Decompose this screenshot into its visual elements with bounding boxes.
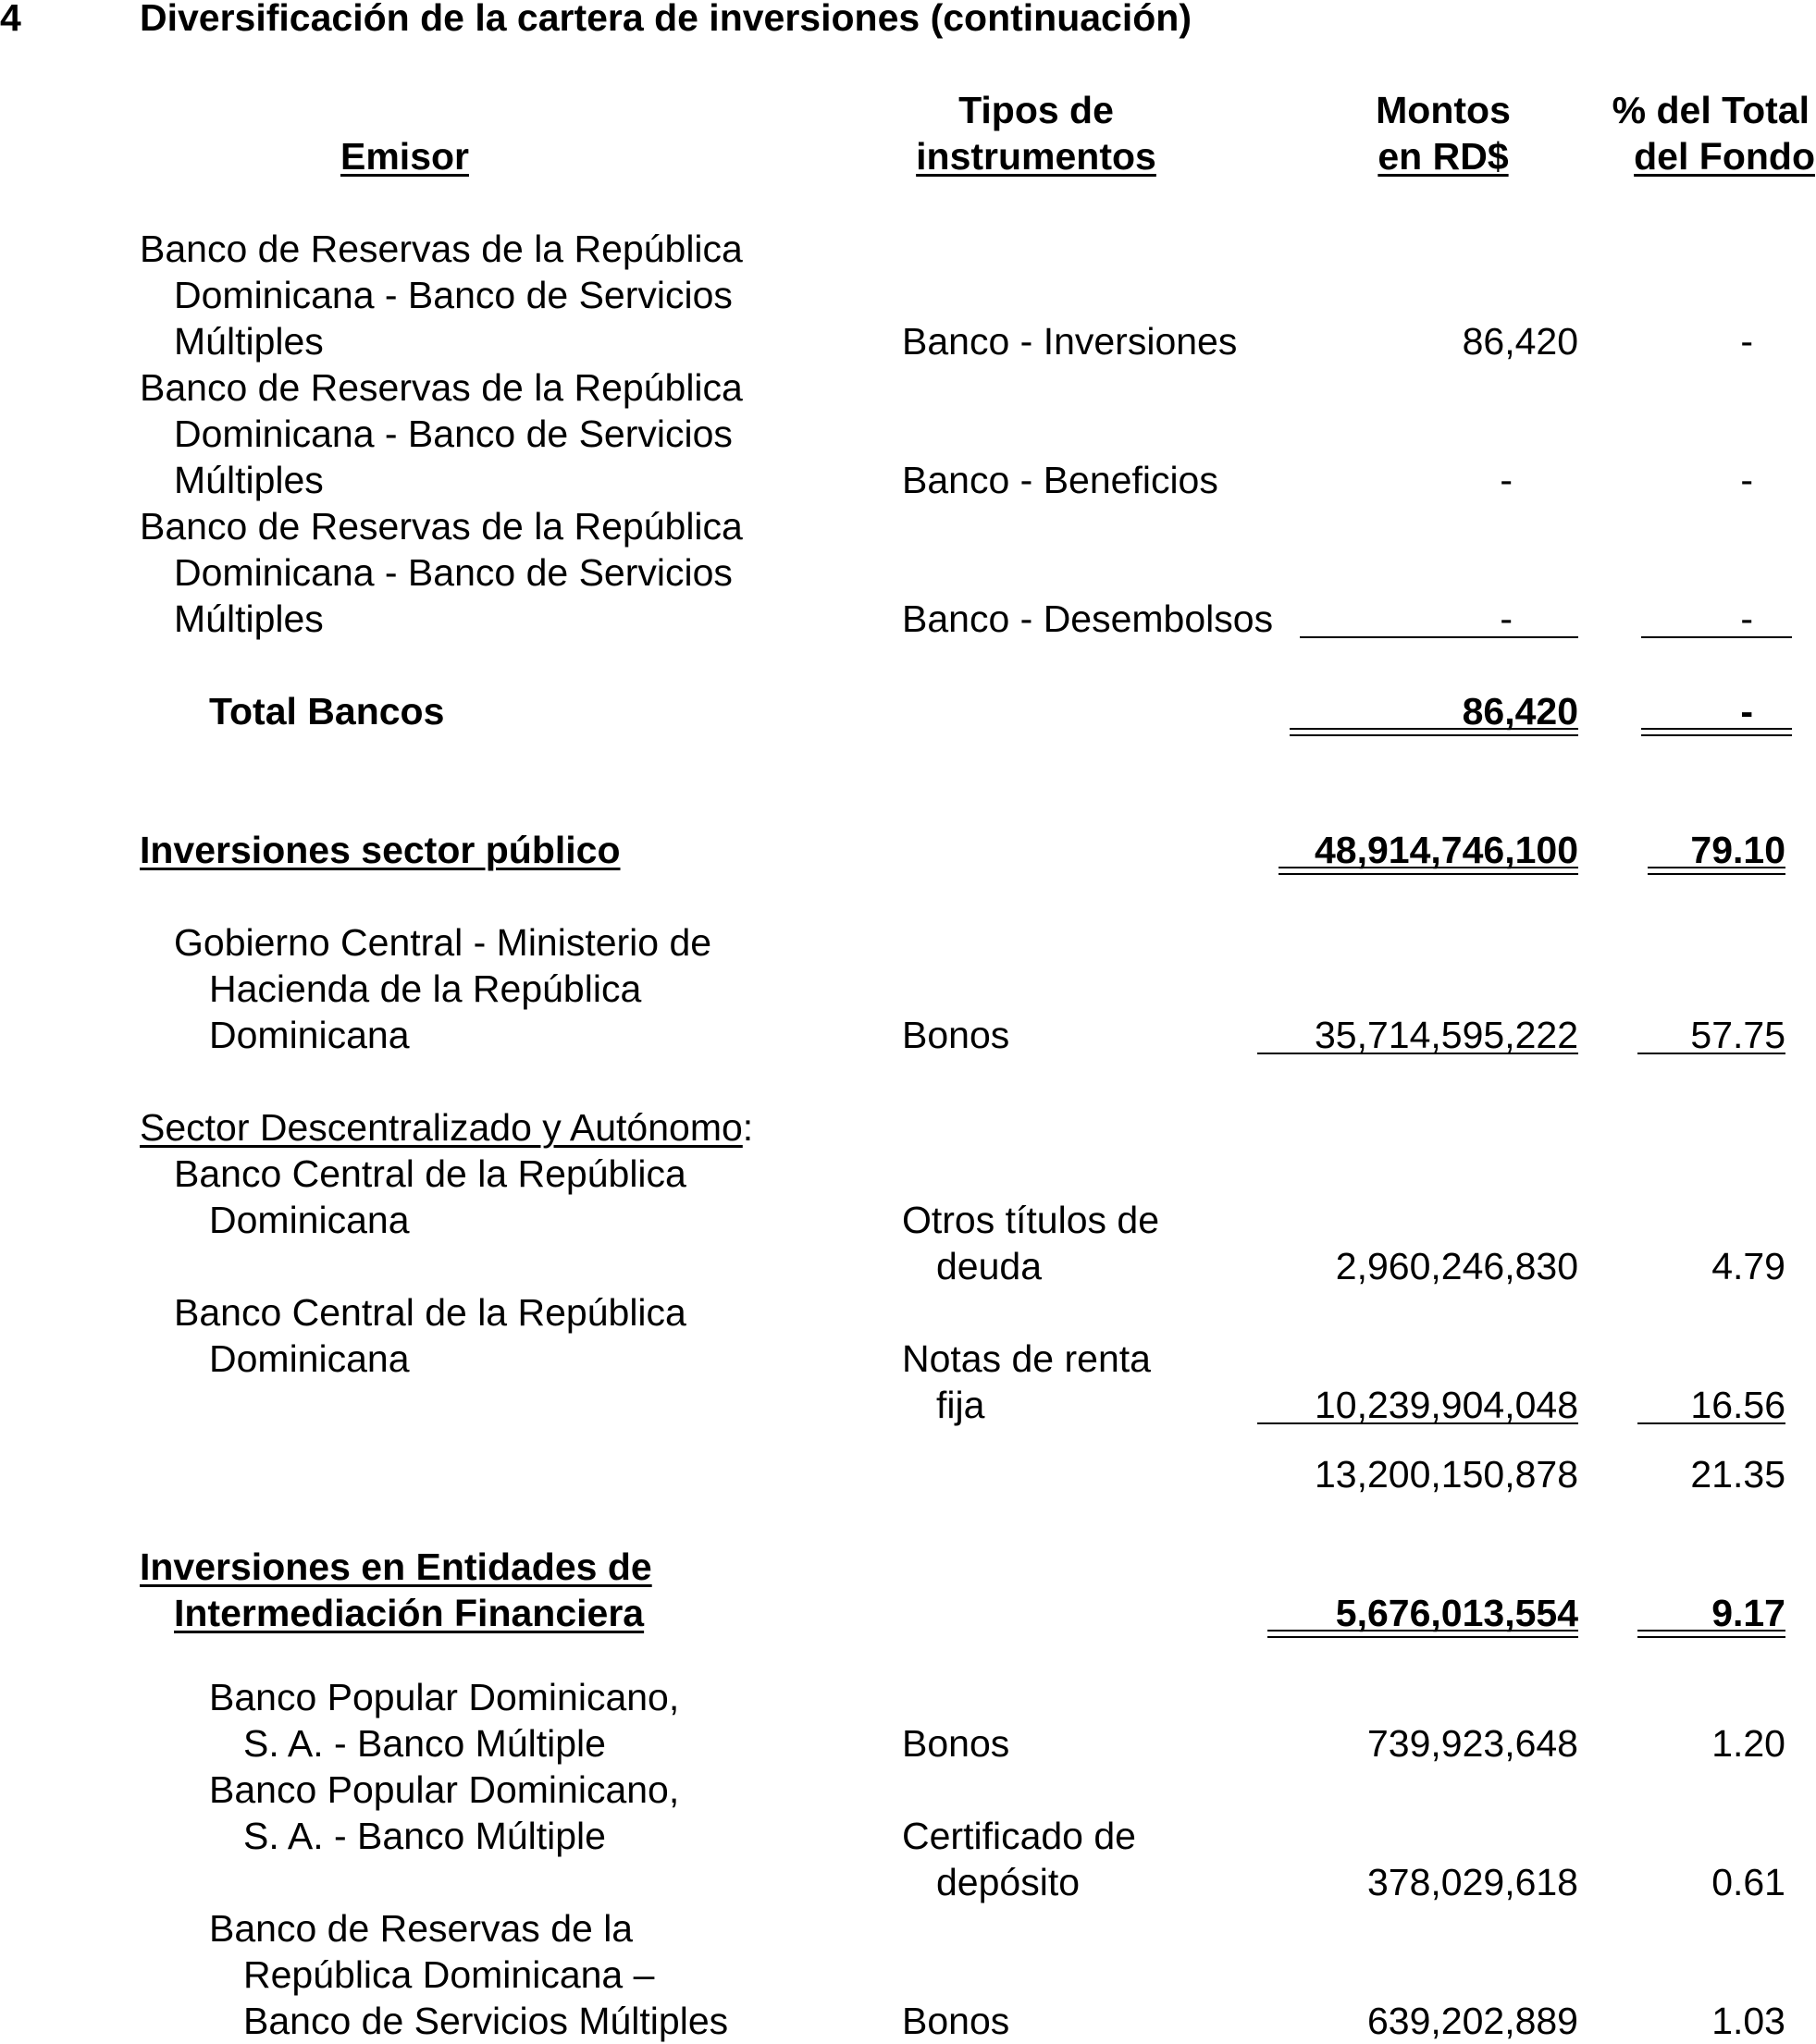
percent-value: 16.56 (1690, 1384, 1785, 1426)
column-header-montos-line1: Montos (1376, 89, 1511, 131)
total-percent-double-underline (1641, 728, 1792, 736)
amount-underline (1257, 1053, 1578, 1054)
column-header-tipos-line1: Tipos de (958, 89, 1114, 131)
emisor-line: Dominicana - Banco de Servicios (174, 274, 733, 316)
instrument-type: Banco - Beneficios (902, 459, 1218, 501)
percent-value: - (1740, 459, 1753, 501)
amount-value: 10,239,904,048 (1315, 1384, 1578, 1426)
instrument-type: Banco - Desembolsos (902, 597, 1274, 640)
total-amount: 86,420 (1462, 690, 1578, 733)
emisor-line: Múltiples (174, 459, 324, 501)
subsection-label (140, 1104, 753, 1151)
section-label-line2: Intermediación Financiera (174, 1592, 645, 1634)
emisor-line: Dominicana - Banco de Servicios (174, 551, 733, 594)
emisor-line: Banco Central de la República (174, 1152, 686, 1195)
section-label-line1: Inversiones en Entidades de (140, 1545, 652, 1588)
amount-value: 35,714,595,222 (1315, 1014, 1578, 1056)
emisor-line: Banco Popular Dominicano, (209, 1676, 680, 1718)
emisor-line: Dominicana - Banco de Servicios (174, 412, 733, 455)
section-percent-double-underline (1637, 1630, 1785, 1638)
emisor-line: Banco de Servicios Múltiples (243, 2000, 729, 2042)
subtotal-amount: 13,200,150,878 (1315, 1453, 1578, 1496)
section-amount-double-underline (1267, 1630, 1578, 1638)
column-header-tipos-line2: instrumentos (916, 135, 1156, 178)
amount-value: - (1500, 597, 1513, 640)
subsection-title: Sector Descentralizado y Autónomo (140, 1106, 743, 1149)
emisor-line: Banco Popular Dominicano, (209, 1768, 680, 1811)
emisor-line: Banco de Reservas de la República (140, 366, 743, 409)
emisor-line: Dominicana (209, 1014, 410, 1056)
percent-value: 1.03 (1711, 2000, 1785, 2042)
emisor-line: Banco de Reservas de la República (140, 228, 743, 270)
note-number: 4 (0, 0, 21, 39)
percent-underline (1637, 1422, 1785, 1424)
column-header-montos-line2: en RD$ (1377, 135, 1509, 178)
instrument-type: Notas de renta (902, 1337, 1151, 1380)
emisor-line: Banco Central de la República (174, 1291, 686, 1334)
column-header-pct-line2: del Fondo (1634, 135, 1815, 178)
emisor-line: Hacienda de la República (209, 967, 642, 1010)
emisor-line: Banco de Reservas de la (209, 1907, 634, 1950)
emisor-line: Banco de Reservas de la República (140, 505, 743, 548)
amount-underline (1300, 636, 1578, 638)
percent-value: 57.75 (1690, 1014, 1785, 1056)
instrument-type: Bonos (902, 1014, 1010, 1056)
amount-value: 739,923,648 (1366, 1722, 1578, 1765)
section-amount-double-underline (1279, 867, 1578, 875)
percent-value: - (1740, 597, 1753, 640)
column-header-emisor: Emisor (340, 135, 469, 178)
amount-value: 2,960,246,830 (1335, 1245, 1578, 1287)
section-amount: 5,676,013,554 (1335, 1592, 1578, 1634)
section-percent: 79.10 (1690, 829, 1785, 871)
percent-value: - (1740, 320, 1753, 363)
total-label: Total Bancos (209, 690, 445, 733)
emisor-line: Dominicana (209, 1337, 410, 1380)
amount-value: - (1500, 459, 1513, 501)
amount-underline (1257, 1422, 1578, 1424)
percent-value: 1.20 (1711, 1722, 1785, 1765)
percent-underline (1641, 636, 1792, 638)
instrument-type: deuda (936, 1245, 1043, 1287)
instrument-type: Certificado de (902, 1815, 1136, 1857)
emisor-line: S. A. - Banco Múltiple (243, 1722, 606, 1765)
emisor-line: Gobierno Central - Ministerio de (174, 921, 712, 964)
percent-value: 4.79 (1711, 1245, 1785, 1287)
instrument-type: fija (936, 1384, 985, 1426)
total-amount-double-underline (1290, 728, 1578, 736)
emisor-line: Dominicana (209, 1199, 410, 1241)
section-amount: 48,914,746,100 (1315, 829, 1578, 871)
section-percent-double-underline (1648, 867, 1785, 875)
subsection-colon: : (742, 1106, 754, 1149)
instrument-type: Bonos (902, 1722, 1010, 1765)
amount-value: 378,029,618 (1366, 1861, 1578, 1903)
emisor-line: S. A. - Banco Múltiple (243, 1815, 606, 1857)
section-label: Inversiones sector público (140, 829, 621, 871)
percent-underline (1637, 1053, 1785, 1054)
instrument-type: Banco - Inversiones (902, 320, 1238, 363)
page-title: Diversificación de la cartera de inversiones (continuación) (140, 0, 1192, 39)
instrument-type: Otros títulos de (902, 1199, 1160, 1241)
emisor-line: Múltiples (174, 320, 324, 363)
amount-value: 639,202,889 (1366, 2000, 1578, 2042)
emisor-line: Múltiples (174, 597, 324, 640)
subtotal-percent: 21.35 (1690, 1453, 1785, 1496)
total-percent: - (1740, 690, 1753, 733)
instrument-type: depósito (936, 1861, 1081, 1903)
percent-value: 0.61 (1711, 1861, 1785, 1903)
section-percent: 9.17 (1711, 1592, 1785, 1634)
column-header-pct-line1: % del Total (1612, 89, 1810, 131)
amount-value: 86,420 (1462, 320, 1578, 363)
instrument-type: Bonos (902, 2000, 1010, 2042)
emisor-line: República Dominicana – (243, 1953, 655, 1996)
